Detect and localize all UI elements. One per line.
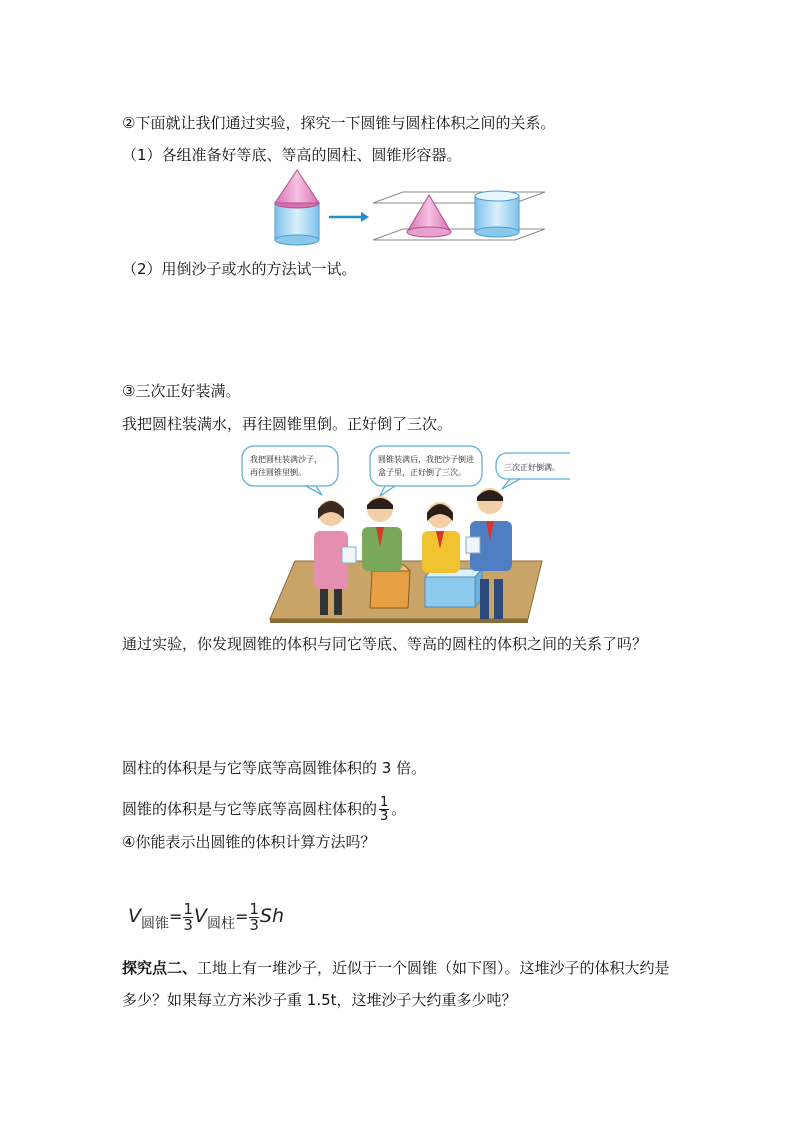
student-girl-yellow	[422, 502, 460, 573]
arrow-icon	[329, 212, 369, 222]
formula-sub-cone: 圆锥	[141, 916, 169, 932]
parallel-planes	[373, 191, 545, 240]
bubble-2-line2: 盒子里，正好倒了三次。	[378, 468, 466, 477]
speech-bubble-1	[242, 446, 338, 495]
water-tank	[425, 569, 482, 607]
student-boy-green	[362, 496, 402, 571]
sub1-text: （1）各组准备好等底、等高的圆柱、圆锥形容器。	[122, 146, 462, 164]
formula-sub-cylinder: 圆柱	[206, 916, 235, 932]
bubble-2-line1: 圆锥装满后，我把沙子倒进	[378, 455, 474, 464]
cone-volume-formula	[128, 902, 284, 933]
formula-frac1: $\frac{1}{3}$	[183, 900, 193, 934]
explore-line1	[122, 958, 670, 978]
answer2-suffix: 。	[391, 800, 407, 818]
formula-v1: V	[128, 905, 141, 927]
speech-bubble-2	[370, 446, 482, 496]
step2-text: ②下面就让我们通过实验，探究一下圆锥与圆柱体积之间的关系。	[122, 114, 556, 132]
step4-text: ④你能表示出圆锥的体积计算方法吗？	[122, 833, 376, 851]
explore-text1: 工地上有一堆沙子，近似于一个圆锥（如下图）。这堆沙子的体积大约是	[197, 959, 670, 977]
answer1-text: 圆柱的体积是与它等底等高圆锥体积的 3 倍。	[122, 759, 427, 777]
formula-eq2: =	[234, 907, 249, 926]
answer2-prefix: 圆锥的体积是与它等底等高圆柱体积的	[122, 800, 378, 818]
formula-sh: Sh	[259, 905, 285, 927]
question-text: 通过实验，你发现圆锥的体积与同它等底、等高的圆柱的体积之间的关系了吗？	[122, 635, 648, 653]
sub2-text: （2）用倒沙子或水的方法试一试。	[122, 260, 357, 278]
step3-detail-text: 我把圆柱装满水，再往圆锥里倒。正好倒了三次。	[122, 415, 453, 433]
explore-label: 探究点二、	[122, 959, 198, 977]
students-experiment-illustration	[230, 443, 570, 623]
sand-box	[370, 565, 410, 608]
formula-v2: V	[193, 905, 207, 927]
formula-frac2: $\frac{1}{3}$	[249, 900, 259, 934]
speech-bubble-3	[496, 453, 570, 489]
bubble-1-line2: 再往圆锥里倒。	[250, 468, 306, 477]
step3-text: ③三次正好装满。	[122, 382, 241, 400]
stacked-cylinder	[275, 170, 319, 245]
cone-cylinder-figure	[265, 165, 555, 250]
explore-text2: 多少？如果每立方米沙子重 1.5t，这堆沙子大约重多少吨？	[122, 991, 517, 1009]
bubble-1-line1: 我把圆柱装满沙子，	[250, 455, 322, 464]
answer2-line	[122, 790, 406, 828]
formula-eq1: =	[169, 907, 183, 926]
one-third-fraction: $\frac{1}{3}$	[380, 795, 389, 824]
bubble-3-text: 三次正好倒满。	[504, 463, 560, 472]
